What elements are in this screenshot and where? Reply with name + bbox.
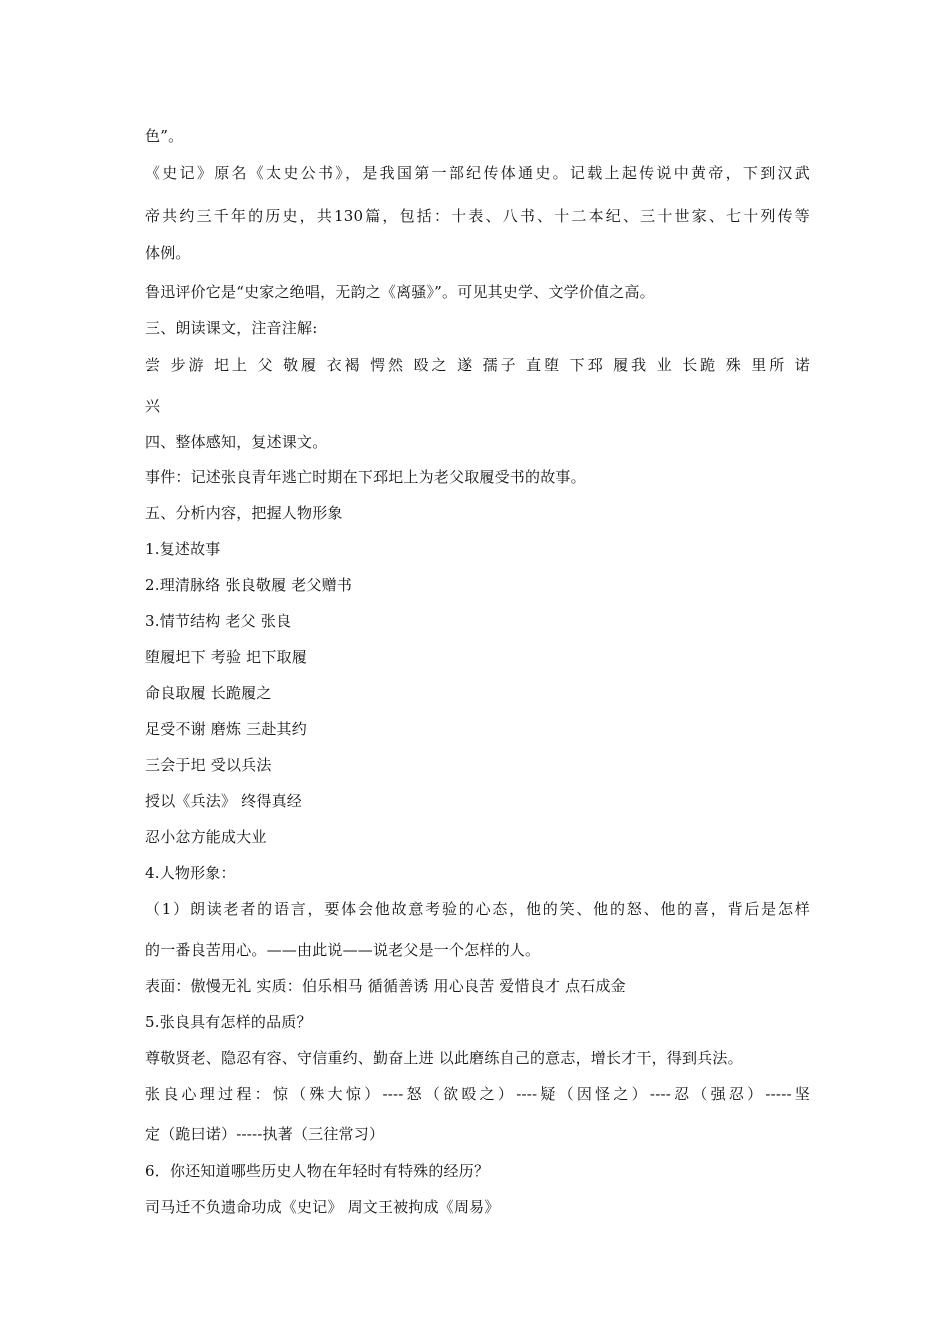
- text-line: 的一番良苦用心。——由此说——说老父是一个怎样的人。: [145, 941, 541, 959]
- text-line: 命良取履 长跪履之: [145, 684, 272, 702]
- text-line: 色”。: [145, 127, 184, 145]
- list-item: 3.情节结构 老父 张良: [145, 612, 292, 630]
- text-line: 司马迁不负遗命功成《史记》 周文王被拘成《周易》: [145, 1198, 500, 1216]
- text-line: （1）朗读老者的语言，要体会他故意考验的心态，他的笑、他的怒、他的喜，背后是怎样: [145, 900, 810, 918]
- text-line: 张良心理过程：惊（殊大惊）----怒（欲殴之）----疑（因怪之）----忍（强忍）-----坚: [145, 1085, 810, 1103]
- text-line: 尊敬贤老、隐忍有容、守信重约、勤奋上进 以此磨练自己的意志，增长才干，得到兵法。: [145, 1049, 743, 1067]
- list-item: 1.复述故事: [145, 540, 221, 558]
- text-line: 定（跪曰诺）-----执著（三往常习）: [145, 1125, 385, 1143]
- text-line: 三会于圯 受以兵法: [145, 756, 272, 774]
- text-line: 足受不谢 磨炼 三赴其约: [145, 720, 307, 738]
- list-item: 2.理清脉络 张良敬履 老父赠书: [145, 576, 353, 594]
- text-line: 体例。: [145, 244, 191, 262]
- text-line: 兴: [145, 397, 161, 415]
- text-line: 尝 步游 圯上 父 敬履 衣褐 愕然 殴之 遂 孺子 直堕 下邳 履我 业 长跪 殊 里所 诺: [145, 356, 810, 374]
- text-line: 授以《兵法》 终得真经: [145, 792, 302, 810]
- text-line: 堕履圯下 考验 圯下取履: [145, 648, 307, 666]
- text-line: 忍小忿方能成大业: [145, 828, 267, 846]
- text-line: 鲁迅评价它是“史家之绝唱，无韵之《离骚》”。可见其史学、文学价值之高。: [145, 283, 655, 301]
- text-line: 事件：记述张良青年逃亡时期在下邳圯上为老父取履受书的故事。: [145, 468, 586, 486]
- list-item: 4.人物形象：: [145, 864, 236, 882]
- text-line: 《史记》原名《太史公书》，是我国第一部纪传体通史。记载上起传说中黄帝，下到汉武: [145, 164, 810, 182]
- list-item: 5.张良具有怎样的品质？: [145, 1013, 312, 1031]
- text-line: 帝共约三千年的历史，共130篇，包括：十表、八书、十二本纪、三十世家、七十列传等: [145, 207, 810, 225]
- section-heading: 三、朗读课文，注音注解:: [145, 319, 318, 337]
- section-heading: 五、分析内容，把握人物形象: [145, 504, 343, 522]
- text-line: 表面：傲慢无礼 实质：伯乐相马 循循善诱 用心良苦 爱惜良才 点石成金: [145, 977, 626, 995]
- list-item: 6．你还知道哪些历史人物在年轻时有特殊的经历？: [145, 1162, 490, 1180]
- section-heading: 四、整体感知，复述课文。: [145, 433, 328, 451]
